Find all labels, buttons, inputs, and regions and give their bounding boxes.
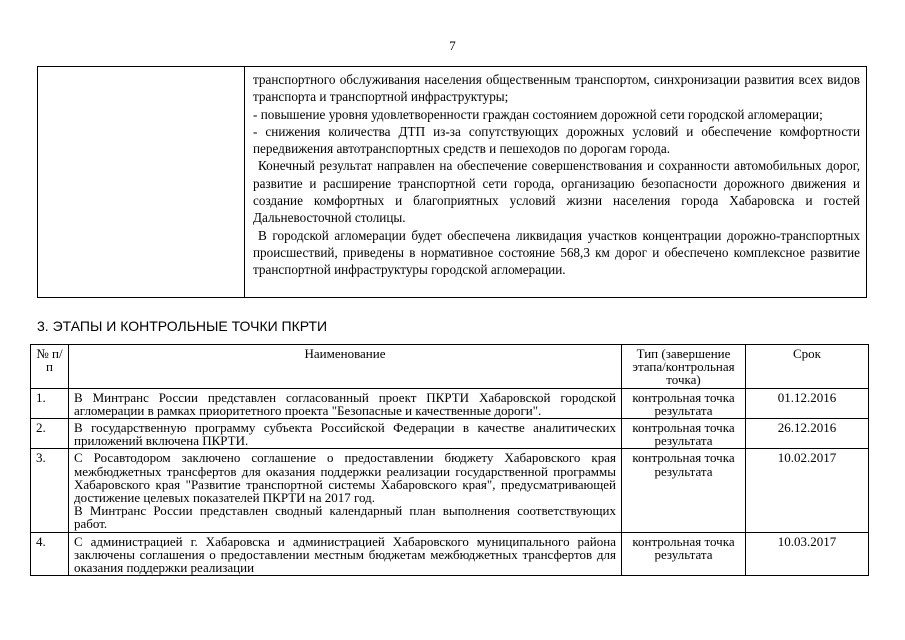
- paragraph-accidents: - снижения количества ДТП из-за сопутствующих дорожных условий и обеспечение комфортности передвижения автотранспортных средств и пешеходов по дорогам города.: [253, 123, 860, 157]
- row-name-text: В государственную программу субъекта Российской Федерации в качестве аналитических приложений включена ПКРТИ.: [74, 420, 616, 449]
- row-num: 4.: [31, 532, 69, 576]
- table-row: [31, 449, 869, 532]
- row-date: 01.12.2016: [746, 388, 869, 418]
- row-name-text: С администрацией г. Хабаровска и администрацией Хабаровского муниципального района заключены соглашения о предоставлении местным бюджетам межбюджетных трансфертов для оказания поддержки реализации: [74, 533, 616, 576]
- paragraph-service: транспортного обслуживания населения общественным транспортом, синхронизации развития всех видов транспорта и транспортной инфраструктуры;: [253, 72, 860, 105]
- row-type: контрольная точка результата: [622, 388, 746, 418]
- paragraph-result: Конечный результат направлен на обеспечение совершенствования и сохранности автомобильных дорог, развитие и расширение транспортной сети города, организацию безопасности дорожного движения и создание комфортных и благоприятных условий жизни населения города Хабаровска и гостей Дальневосточной столицы.: [253, 158, 860, 226]
- row-type: контрольная точка результата: [622, 532, 746, 576]
- row-name: [69, 419, 622, 449]
- description-cell: [245, 67, 866, 297]
- stages-table: [30, 344, 869, 576]
- row-type: контрольная точка результата: [622, 449, 746, 532]
- row-name: [69, 532, 622, 576]
- table-header-row: [31, 345, 869, 389]
- paragraph-agglomeration: В городской агломерации будет обеспечена ликвидация участков концентрации дорожно-транспортных происшествий, приведены в нормативное состояние 568,3 км дорог и обеспечено комплексное развитие транспортной инфраструктуры городской агломерации.: [253, 227, 860, 278]
- table-row: [31, 419, 869, 449]
- section-title: 3. ЭТАПЫ И КОНТРОЛЬНЫЕ ТОЧКИ ПКРТИ: [37, 318, 328, 334]
- row-name-text-continued: В Минтранс России представлен сводный календарный план выполнения соответствующих работ.: [74, 503, 616, 532]
- row-name: [69, 449, 622, 532]
- empty-label-cell: [38, 67, 245, 297]
- row-num: 2.: [31, 419, 69, 449]
- row-date: 10.02.2017: [746, 449, 869, 532]
- row-name-text: С Росавтодором заключено соглашение о предоставлении бюджету Хабаровского края межбюджетных трансфертов для оказания поддержки реализации государственной программы Хабаровского края "Развитие транспортной системы Хабаровского края", предусматривающей достижение целевых показателей ПКРТИ на 2017 год.: [74, 450, 616, 506]
- row-num: 3.: [31, 449, 69, 532]
- table-row: [31, 532, 869, 576]
- row-name-text: В Минтранс России представлен согласованный проект ПКРТИ Хабаровской городской агломерации в рамках приоритетного проекта "Безопасные и качественные дороги".: [74, 389, 616, 418]
- header-num: № п/п: [31, 345, 69, 389]
- header-type: Тип (завершение этапа/контрольная точка): [622, 345, 746, 389]
- row-date: 10.03.2017: [746, 532, 869, 576]
- row-type: контрольная точка результата: [622, 419, 746, 449]
- row-num: 1.: [31, 388, 69, 418]
- paragraph-satisfaction: - повышение уровня удовлетворенности граждан состоянием дорожной сети городской агломерации;: [253, 106, 823, 122]
- row-name: [69, 388, 622, 418]
- table-row: [31, 388, 869, 418]
- page-number: 7: [449, 38, 456, 53]
- row-date: 26.12.2016: [746, 419, 869, 449]
- header-name: Наименование: [69, 345, 622, 389]
- header-date: Срок: [746, 345, 869, 389]
- continuation-table: [37, 66, 867, 298]
